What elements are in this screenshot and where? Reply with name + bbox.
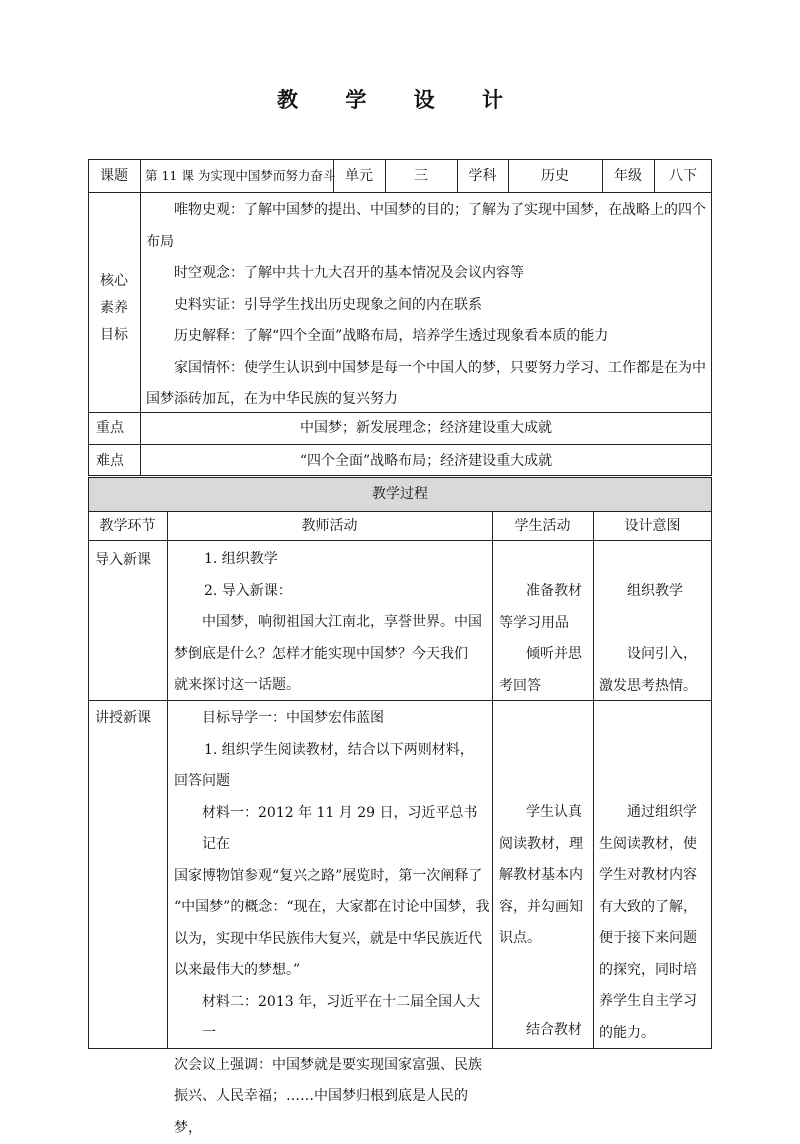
objective-line: 家国情怀：使学生认识到中国梦是每一个中国人的梦，只要努力学习、工作都是在为中 [174, 359, 706, 376]
objective-line: 布局 [146, 233, 174, 250]
lecture-student-activity-cont: 结合教材 [526, 1022, 582, 1038]
key-point-value: 中国梦；新发展理念；经济建设重大成就 [300, 420, 552, 436]
lecture-design-intent: 通过组织学 生阅读教材，使 学生对教材内容 有大致的了解， 便于接下来问题 的探究，同时培 养学生自主学习 的能力。 [599, 804, 697, 1041]
ke-ti-value: 第 11 课 为实现中国梦而努力奋斗 [145, 168, 336, 183]
difficulty-label: 难点 [96, 453, 124, 469]
intro-design-intent: 组织教学 设问引入， 激发思考热情。 [599, 583, 697, 694]
header-student: 学生活动 [514, 518, 571, 534]
objective-line: 历史解释：了解“四个全面”战略布局，培养学生透过现象看本质的能力 [174, 328, 609, 344]
core-objectives [146, 195, 708, 416]
row-divider [88, 192, 712, 193]
row-divider [88, 444, 712, 445]
header-stage: 教学环节 [99, 518, 156, 534]
col-divider [593, 511, 594, 1049]
subject-label: 学科 [468, 168, 497, 184]
lecture-student-activity: 学生认真 阅读教材，理 解教材基本内 容，并勾画知 识点。 [499, 804, 583, 946]
intro-teacher-activity: 1. 组织教学 2. 导入新课： 中国梦，响彻祖国大江南北，享誉世界。中国 梦倒底是什么？怎样才能实现中国梦？今天我们 就来探讨这一话题。 [174, 551, 482, 693]
lecture-teacher-activity: 目标导学一：中国梦宏伟蓝图 1. 组织学生阅读教材，结合以下两则材料， 回答问题 材料一：2012 年 11 月 29 日，习近平总书记在 国家博物馆参观“复兴之路”展览时，第一次阐释了 “中国梦”的概念：“现在，大家都在讨论中国梦，我 以为，实现中华民族伟大复兴，就是中华民族近代 以来最伟大的梦想。” 材料二：2013 年，习近平在十二届全国人大一 次会议上强调：中国梦就是要实现国家富强、民族 振兴、人民幸福；……中国梦归根到底是人民的梦， [174, 710, 490, 1136]
unit-label: 单元 [345, 168, 373, 184]
objective-line: 时空观念：了解中共十九大召开的基本情况及会议内容等 [174, 265, 524, 281]
intro-student-activity: 准备教材 等学习用品 倾听并思 考回答 [499, 583, 582, 694]
subject-value: 历史 [541, 168, 569, 184]
grade-label: 年级 [614, 168, 642, 184]
header-teacher: 教师活动 [301, 518, 358, 534]
objective-line: 国梦添砖加瓦，在为中华民族的复兴努力 [146, 391, 398, 407]
row-divider [88, 511, 712, 512]
stage-intro: 导入新课 [95, 552, 151, 568]
grade-value: 八下 [669, 168, 697, 184]
key-point-label: 重点 [96, 420, 124, 436]
document-title: 教 学 设 计 [277, 87, 523, 112]
row-divider [88, 540, 712, 541]
core-label: 核心 素养 目标 [100, 273, 128, 343]
difficulty-value: “四个全面”战略布局；经济建设重大成就 [299, 453, 553, 469]
col-divider [167, 511, 168, 1049]
unit-value: 三 [414, 168, 428, 184]
objective-line: 唯物史观：了解中国梦的提出、中国梦的目的；了解为了实现中国梦，在战略上的四个 [174, 202, 706, 218]
col-divider [492, 511, 493, 1049]
objective-line: 史料实证：引导学生找出历史现象之间的内在联系 [174, 296, 482, 313]
ke-ti-label: 课题 [100, 168, 128, 184]
header-intent: 设计意图 [624, 518, 681, 534]
stage-lecture: 讲授新课 [95, 710, 151, 726]
process-title: 教学过程 [372, 486, 428, 502]
